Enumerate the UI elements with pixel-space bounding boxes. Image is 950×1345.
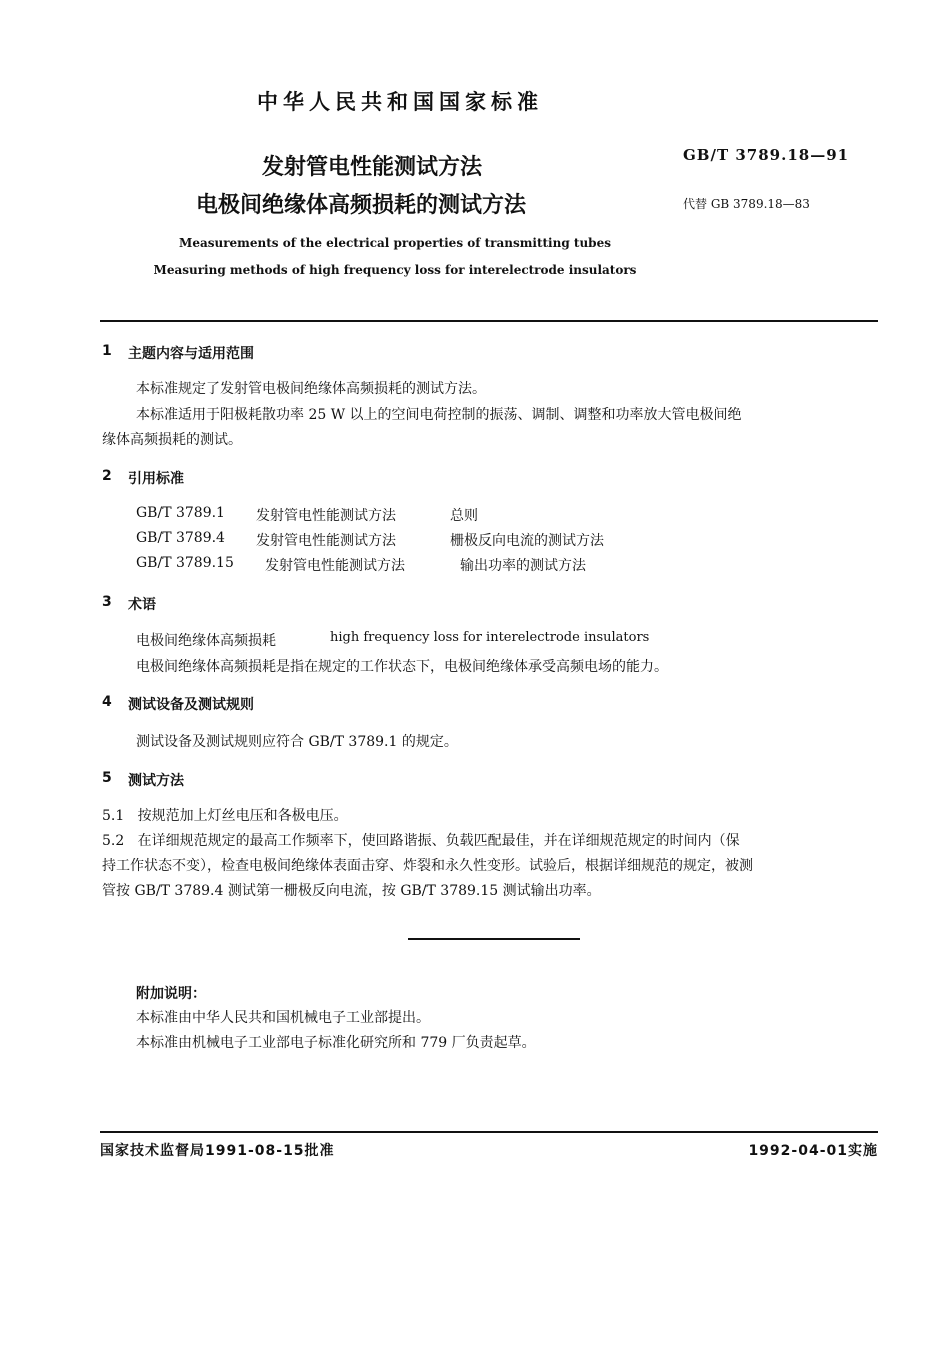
title-en-line1: Measurements of the electrical properties of transmitting tubes [179,236,611,250]
footer-divider [100,1131,878,1133]
clause-5-2-line3: 管按 GB/T 3789.4 测试第一栅极反向电流，按 GB/T 3789.15 测试输出功率。 [102,883,601,899]
reference-subtitle-1: 总则 [450,508,478,524]
term-definition: 电极间绝缘体高频损耗是指在规定的工作状态下，电极间绝缘体承受高频电场的能力。 [136,659,668,675]
reference-subtitle-2: 栅极反向电流的测试方法 [450,533,604,549]
end-of-text-rule [408,938,580,940]
section-5-number: 5 [102,770,112,786]
title-en-line2: Measuring methods of high frequency loss for interelectrode insulators [153,263,637,277]
reference-code-1: GB/T 3789.1 [136,505,225,521]
title-cn-line2: 电极间绝缘体高频损耗的测试方法 [196,193,527,218]
clause-5-2-line2: 持工作状态不变），检查电极间绝缘体表面击穿、炸裂和永久性变形。试验后，根据详细规范的规定，被测 [102,858,753,874]
section-3-title: 术语 [128,597,156,613]
section-2-title: 引用标准 [128,471,184,487]
effective-date: 1992-04-01实施 [748,1143,878,1159]
reference-code-3: GB/T 3789.15 [136,555,234,571]
section-1-para2-line2: 缘体高频损耗的测试。 [102,432,242,448]
reference-code-2: GB/T 3789.4 [136,530,225,546]
approval-date: 国家技术监督局1991-08-15批准 [100,1143,335,1159]
section-3-number: 3 [102,594,112,610]
section-4-number: 4 [102,694,112,710]
term-en: high frequency loss for interelectrode insulators [330,630,650,645]
standard-number: GB/T 3789.18—91 [683,146,850,164]
notes-line2: 本标准由机械电子工业部电子标准化研究所和 779 厂负责起草。 [136,1035,536,1051]
section-4-para: 测试设备及测试规则应符合 GB/T 3789.1 的规定。 [136,734,458,750]
section-5-title: 测试方法 [128,773,184,789]
clause-5-2-line1: 5.2 在详细规范规定的最高工作频率下，使回路谐振、负载匹配最佳，并在详细规范规定的时间内（保 [102,833,740,849]
clause-5-1: 5.1 按规范加上灯丝电压和各极电压。 [102,808,348,824]
notes-title: 附加说明： [136,986,206,1002]
reference-title-3: 发射管电性能测试方法 [265,558,405,574]
reference-subtitle-3: 输出功率的测试方法 [460,558,586,574]
national-standard-header: 中华人民共和国国家标准 [257,90,543,114]
section-4-title: 测试设备及测试规则 [128,697,254,713]
section-1-number: 1 [102,343,112,359]
section-2-number: 2 [102,468,112,484]
header-divider [100,320,878,322]
reference-title-1: 发射管电性能测试方法 [256,508,396,524]
title-cn-line1: 发射管电性能测试方法 [262,155,483,180]
section-1-para1: 本标准规定了发射管电极间绝缘体高频损耗的测试方法。 [136,381,486,397]
notes-line1: 本标准由中华人民共和国机械电子工业部提出。 [136,1010,430,1026]
reference-title-2: 发射管电性能测试方法 [256,533,396,549]
term-cn: 电极间绝缘体高频损耗 [136,633,276,649]
replaces-standard: 代替 GB 3789.18—83 [683,197,810,211]
section-1-para2-line1: 本标准适用于阳极耗散功率 25 W 以上的空间电荷控制的振荡、调制、调整和功率放大管电极间绝 [136,407,742,423]
section-1-title: 主题内容与适用范围 [128,346,254,362]
